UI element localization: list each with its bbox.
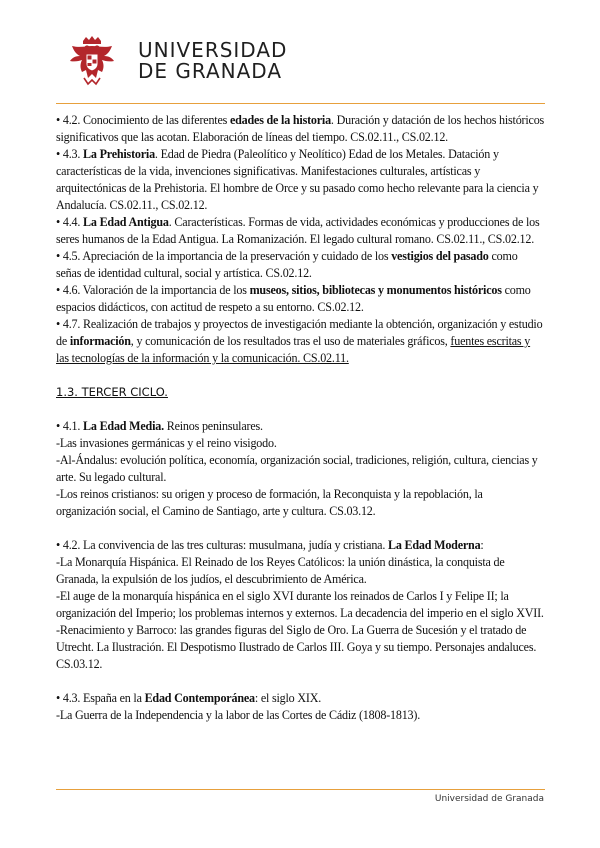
bold-term: museos, sitios, bibliotecas y monumentos históricos (249, 283, 502, 297)
spacer (56, 367, 545, 384)
text-run: • 4.3. España en la (56, 691, 145, 705)
bold-term: edades de la historia (229, 113, 331, 127)
bold-term: La Edad Moderna (388, 538, 481, 552)
underlined-text: fuentes escritas y las tecnologías de la información y la comunicación. CS.02.11. (56, 334, 531, 365)
text-run: : el siglo XIX. (254, 691, 322, 705)
text-run: • 4.2. La convivencia de las tres culturas: musulmana, judía y cristiana. (56, 538, 388, 552)
text-run: • 4.7. Realización de trabajos y proyectos de investigación mediante la obtención, organización y estudio de (56, 317, 543, 348)
paragraph-4-4 (56, 214, 545, 248)
text-run: • 4.5. Apreciación de la importancia de la preservación y cuidado de los (56, 249, 392, 263)
text-run: Reinos peninsulares. (163, 419, 263, 433)
section-title: 1.3. TERCER CICLO. (56, 385, 168, 399)
footer-divider (56, 789, 545, 790)
bold-term: vestigios del pasado (391, 249, 489, 263)
university-name-line1: UNIVERSIDAD (138, 38, 288, 62)
list-item: -Al-Ándalus: evolución política, economía, organización social, tradiciones, religión, cultura, ciencias y arte. Su legado cultural. (56, 453, 538, 484)
text-run: , y comunicación de los resultados tras el uso de materiales gráficos, (130, 334, 451, 348)
text-run: . Edad de Piedra (Paleolítico y Neolítico) Edad de los Metales. Datación y características de la vida, invenciones significativas. Manifestaciones culturales, artísticas y arquitectónicas de la Prehistoria. El hombre de Orce y su pasado como hecho relevante para la ciencia y Andalucía. CS.02.11., CS.02.12. (56, 147, 539, 212)
document-body (56, 112, 545, 724)
list-item: -El auge de la monarquía hispánica en el siglo XVI durante los reinados de Carlos I y Felipe II; la organización del Imperio; los problemas internos y externos. La decadencia del imperio en el siglo XVII. (56, 589, 544, 620)
paragraph-4-2-heading (56, 537, 545, 554)
text-run: • 4.4. (56, 215, 84, 229)
list-item: -La Guerra de la Independencia y la labor de las Cortes de Cádiz (1808-1813). (56, 708, 421, 722)
list-item: -Las invasiones germánicas y el reino visigodo. (56, 436, 277, 450)
paragraph-4-6 (56, 282, 545, 316)
text-run: como señas de identidad cultural, social y artística. CS.02.12. (56, 249, 518, 280)
paragraph-4-2 (56, 112, 545, 146)
text-run: • 4.3. (56, 147, 84, 161)
bold-term: La Edad Media. (83, 419, 164, 433)
list-item: -Los reinos cristianos: su origen y proceso de formación, la Reconquista y la repoblación, la organización social, el Camino de Santiago, arte y cultura. CS.03.12. (56, 487, 483, 518)
spacer (56, 520, 545, 537)
list-item: -La Monarquía Hispánica. El Reinado de los Reyes Católicos: la unión dinástica, la conquista de Granada, la expulsión de los judíos, el descubrimiento de América. (56, 555, 505, 586)
university-header (66, 34, 306, 92)
bold-term: información (69, 334, 131, 348)
text-run: • 4.6. Valoración de la importancia de los (56, 283, 250, 297)
spacer (56, 673, 545, 690)
text-run: • 4.1. (56, 419, 84, 433)
bold-term: Edad Contemporánea (144, 691, 255, 705)
paragraph-4-3 (56, 146, 545, 214)
university-crest-icon (66, 34, 118, 88)
paragraph-4-7 (56, 316, 545, 367)
text-run: : (480, 538, 484, 552)
paragraph-4-1-heading (56, 418, 545, 435)
text-run: . Características. Formas de vida, actividades económicas y producciones de los seres humanos de la Edad Antigua. La Romanización. El legado cultural romano. CS.02.11., CS.02.12. (56, 215, 540, 246)
university-name (138, 40, 287, 82)
text-run: • 4.2. Conocimiento de las diferentes (56, 113, 230, 127)
list-item: -Renacimiento y Barroco: las grandes figuras del Siglo de Oro. La Guerra de Sucesión y el tratado de Utrecht. La Ilustración. El Despotismo Ilustrado de Carlos III. Goya y su tiempo. Personajes andaluces. CS.03.12. (56, 623, 537, 671)
footer-text: Universidad de Granada (434, 794, 544, 804)
paragraph-4-5 (56, 248, 545, 282)
text-run: como espacios didácticos, con actitud de respeto a su entorno. CS.02.12. (56, 283, 531, 314)
bold-term: La Prehistoria (83, 147, 155, 161)
header-divider (56, 103, 545, 104)
text-run: . Duración y datación de los hechos históricos significativos que las acotan. Elaboración de líneas del tiempo. CS.02.11., CS.02.12. (56, 113, 545, 144)
spacer (56, 401, 545, 418)
bold-term: La Edad Antigua (83, 215, 169, 229)
university-name-line2: DE GRANADA (138, 59, 283, 83)
paragraph-4-3-heading (56, 690, 545, 707)
